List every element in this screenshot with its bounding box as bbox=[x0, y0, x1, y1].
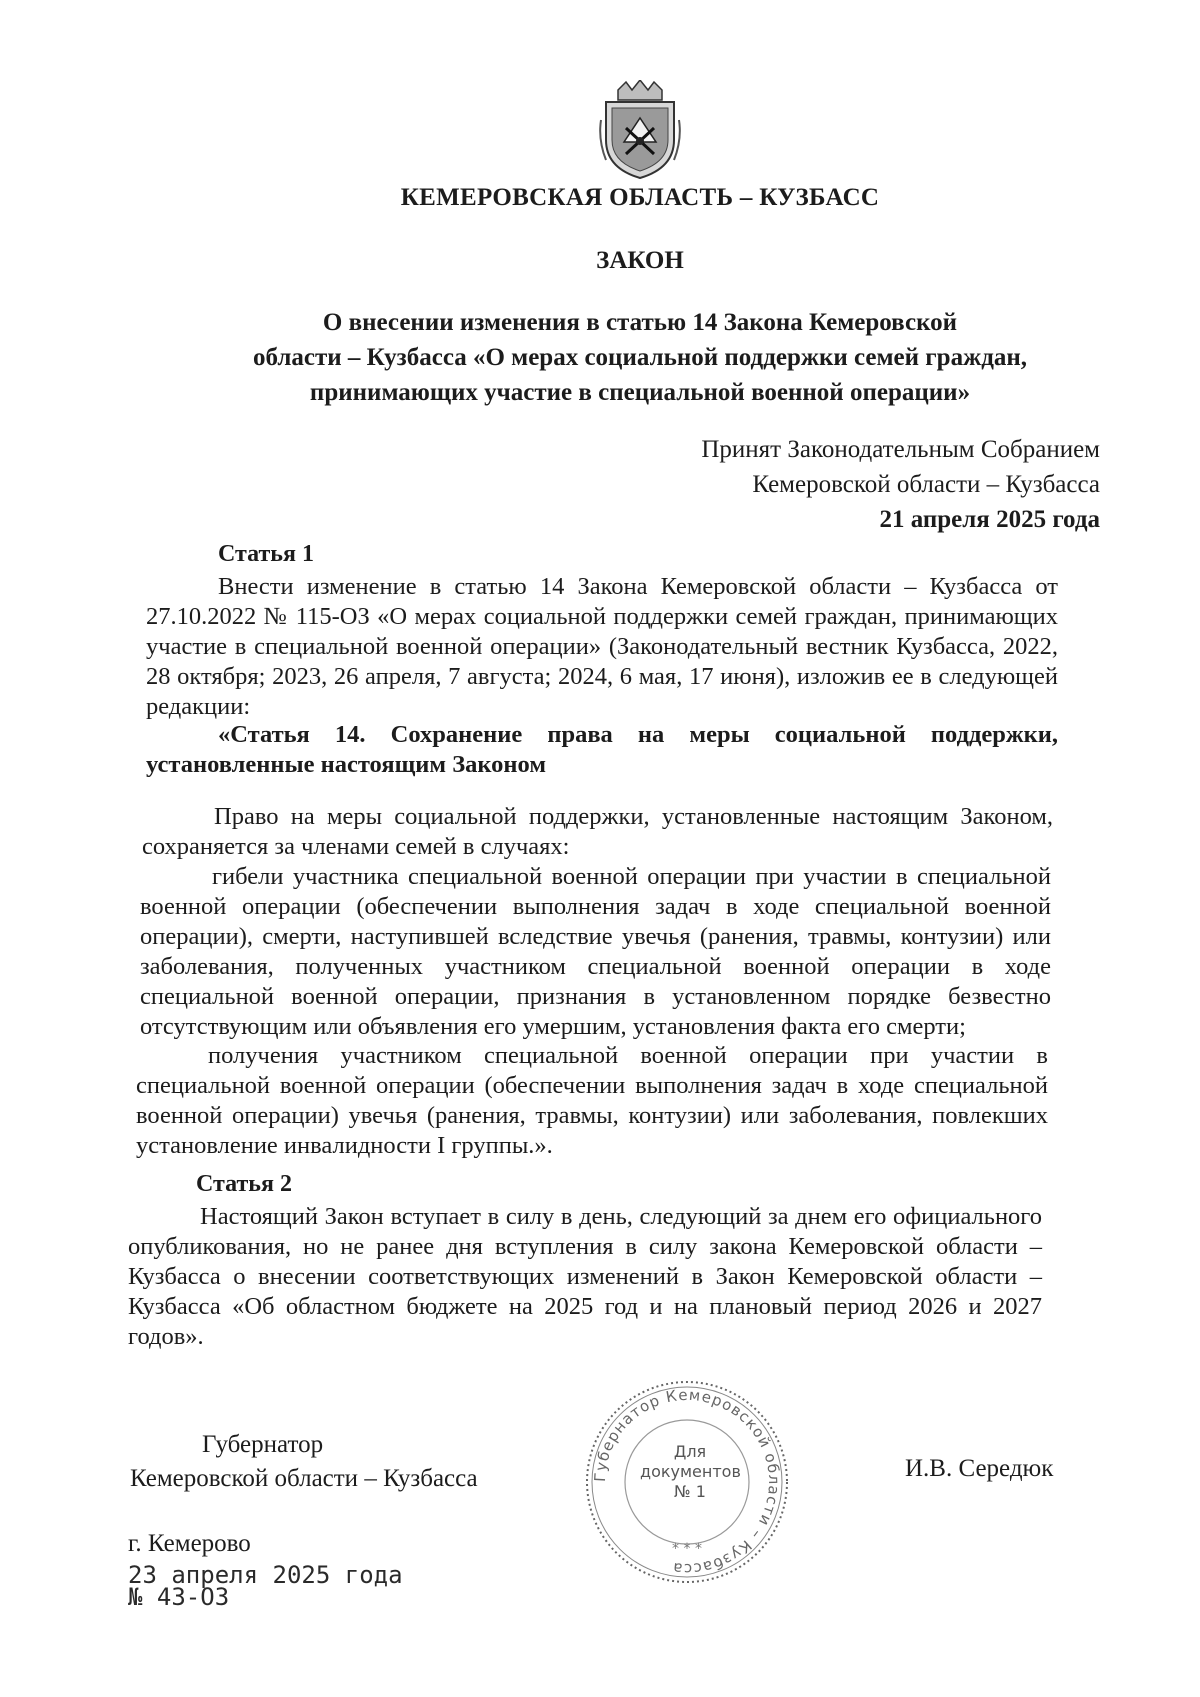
article-1-intro: Внести изменение в статью 14 Закона Кемеровской области – Кузбасса от 27.10.2022 № 115-ОЗ «О мерах социальной поддержки семей граждан, принимающих участие в специальной военной операции» (Законодательный вестник Кузбасса, 2022, 28 октября; 2023, 26 апреля, 7 августа; 2024, 6 мая, 17 июня), изложив ее в следующей редакции: bbox=[146, 573, 1058, 720]
signatory-name: И.В. Середюк bbox=[905, 1455, 1054, 1482]
place-of-signing: г. Кемерово bbox=[128, 1530, 251, 1557]
signatory-position-line: Губернатор bbox=[202, 1431, 324, 1458]
adoption-block bbox=[701, 432, 1100, 537]
signatory-position-line: Кемеровской области – Кузбасса bbox=[130, 1465, 478, 1492]
registration-number: № 43-ОЗ bbox=[128, 1583, 230, 1611]
article-14-paragraph: получения участником специальной военной операции при участии в специальной военной операции (обеспечении выполнения задач в ходе специальной военной операции) увечья (ранения, травмы, контузии) или заболевания, повлекших установление инвалидности I группы.». bbox=[136, 1042, 1048, 1159]
article-14-paragraph: Право на меры социальной поддержки, установленные настоящим Законом, сохраняется за членами семей в случаях: bbox=[142, 803, 1053, 860]
seal-ring-text: Губернатор Кемеровской области – Кузбасса bbox=[590, 1385, 784, 1579]
region-heading: КЕМЕРОВСКАЯ ОБЛАСТЬ – КУЗБАСС bbox=[400, 184, 880, 211]
document-type: ЗАКОН bbox=[596, 247, 684, 274]
adoption-line: Кемеровской области – Кузбасса bbox=[752, 471, 1100, 498]
article-14-title: «Статья 14. Сохранение права на меры социальной поддержки, установленные настоящим Законом bbox=[146, 721, 1058, 778]
article-2-text: Настоящий Закон вступает в силу в день, следующий за днем его официального опубликования, но не ранее дня вступления в силу закона Кемеровской области – Кузбасса о внесении соответствующих изменений в Закон Кемеровской области – Кузбасса «Об областном бюджете на 2025 год и на плановый период 2026 и 2027 годов». bbox=[128, 1203, 1042, 1350]
seal-center-line: Для bbox=[673, 1442, 707, 1461]
adoption-date: 21 апреля 2025 года bbox=[879, 506, 1100, 533]
law-title bbox=[190, 305, 1090, 410]
registration-date: 23 апреля 2025 года bbox=[128, 1561, 403, 1589]
signatory-position bbox=[130, 1428, 478, 1496]
kuzbass-coat-of-arms-icon bbox=[598, 80, 682, 180]
seal-center-line: № 1 bbox=[674, 1482, 706, 1501]
article-2-heading: Статья 2 bbox=[196, 1171, 292, 1197]
seal-center-line: документов bbox=[640, 1462, 741, 1481]
law-title-line: области – Кузбасса «О мерах социальной поддержки семей граждан, bbox=[252, 344, 1027, 371]
article-1-heading: Статья 1 bbox=[218, 541, 314, 567]
law-title-line: О внесении изменения в статью 14 Закона Кемеровской bbox=[322, 309, 958, 336]
law-title-line: принимающих участие в специальной военной операции» bbox=[309, 379, 971, 406]
seal-center-text bbox=[640, 1442, 740, 1502]
svg-text:* * *: * * * bbox=[672, 1541, 702, 1557]
registration-stamp bbox=[128, 1561, 403, 1611]
article-14-paragraph: гибели участника специальной военной операции при участии в специальной военной операции (обеспечении выполнения задач в ходе специальной военной операции), смерти, наступившей вследствие увечья (ранения, травмы, контузии) или заболевания, полученных участником специальной военной операции в ходе специальной военной операции, признания в установленном порядке безвестно отсутствующим или объявления его умершим, установления факта его смерти; bbox=[140, 863, 1051, 1040]
adoption-line: Принят Законодательным Собранием bbox=[701, 436, 1100, 463]
